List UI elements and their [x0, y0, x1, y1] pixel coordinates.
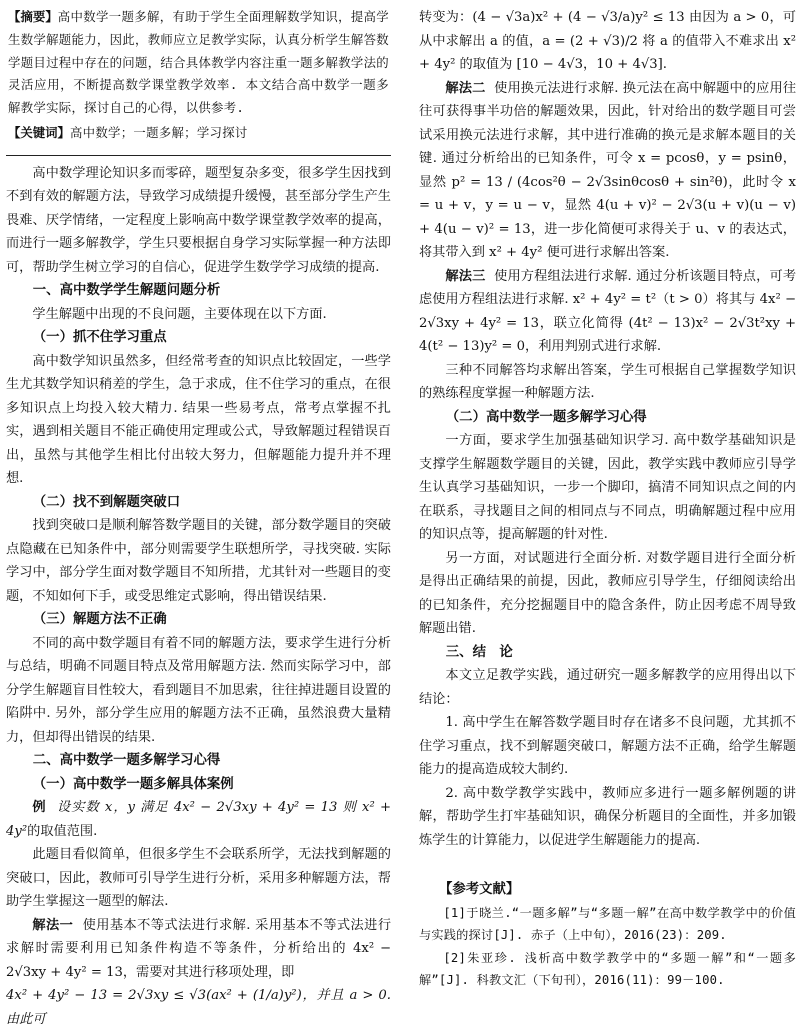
method-3-paragraph	[419, 265, 796, 359]
section-2-1-heading: （一）高中数学一题多解具体案例	[32, 776, 234, 792]
example-statement-end: 的取值范围.	[27, 823, 98, 839]
section-1-3-heading: （三）解题方法不正确	[32, 612, 167, 628]
example-statement: 设实数 x，y 满足 4x² − 2√3xy + 4y² = 13 则 x² + 4y²	[6, 800, 391, 839]
methods-summary: 三种不同解答均求解出答案，学生可根据自己掌握数学知识的熟练程度掌握一种解题方法.	[419, 362, 796, 401]
references-heading: 【参考文献】	[439, 882, 520, 897]
example-follow-paragraph: 此题目看似简单，但很多学生不会联系所学，无法找到解题的突破口，因此，教师可引导学生进行分析，采用多种解题方法，帮助学生掌握这一题型的解法.	[6, 847, 391, 910]
section-1-heading: 一、高中数学学生解题问题分析	[32, 283, 221, 299]
keywords-label: 【关键词】	[8, 124, 70, 140]
section-3-lead: 本文立足教学实践，通过研究一题多解教学的应用得出以下结论：	[419, 668, 796, 707]
section-1-lead: 学生解题中出现的不良问题，主要体现在以下方面.	[32, 306, 327, 322]
intro-paragraph: 高中数学理论知识多而零碎，题型复杂多变，很多学生因找到不到有效的解题方法，导致学习成绩提升缓慢，甚至部分学生产生畏难、厌学情绪，一定程度上影响高中数学课堂教学效率的提高，而进行一题多解教学，学生只要根据自身学习实际掌握一种方法即可，帮助学生树立学习的自信心，促进学生数学学习成绩的提高.	[6, 165, 391, 275]
article-page	[6, 6, 797, 1027]
section-1-1-text: 高中数学知识虽然多，但经常考查的知识点比较固定，一些学生尤其数学知识稍差的学生，急于求成，住不住学习的重点，在很多知识点上均投入较大精力. 结果一些易考点，常考点掌握不扎实，遇到相关题目不能正确使用定理或公式，导致解题过程错误百出，虽然与其他学生相比付出较大努力，但解题能力提升并不理想.	[6, 353, 391, 487]
left-column	[6, 6, 391, 1031]
example-label: 例	[32, 800, 47, 816]
abstract-block	[6, 6, 391, 145]
method-3-text: 使用方程组法进行求解. 通过分析该题目特点，可考虑使用方程组法进行求解. x² + 4y² = t²（t > 0）将其与 4x² − 2√3xy + 4y² = 13，联立化简得 (4t² − 13)x² − 2√3t²xy + 4(t² − 13)y² = 0，利用判别式进行求解.	[419, 268, 797, 354]
method-1-text: 使用基本不等式法进行求解. 采用基本不等式法进行求解时需要利用已知条件构造不等条件，分析给出的 4x² − 2√3xy + 4y² = 13，需要对其进行移项处理，即	[6, 917, 392, 980]
abstract-label: 【摘要】	[8, 9, 58, 24]
conclusion-2: 2. 高中数学教学实践中，教师应多进行一题多解例题的讲解，帮助学生打牢基础知识，确保分析题目的全面性，并多加锻炼学生的计算能力，以促进学生解题能力的提高.	[419, 785, 796, 848]
section-1-2-text: 找到突破口是顺利解答数学题目的关键，部分数学题目的突破点隐藏在已知条件中，部分则需要学生联想所学，寻找突破. 实际学习中，部分学生面对数学题目不知所措，尤其针对一些题目的变题，不知如何下手，或受思维定式影响，得出错误结果.	[6, 518, 391, 604]
section-2-2-p1: 一方面，要求学生加强基础知识学习. 高中数学基础知识是支撑学生解题数学题目的关键，因此，教学实践中教师应引导学生认真学习基础知识，一步一个脚印，搞清不同知识点之间的内在联系，寻找题目之间的相同点与不同点，明确解题过程中应用的知识点等，提高解题的针对性.	[419, 433, 796, 542]
method-1-label: 解法一	[32, 917, 74, 933]
section-2-2-p2: 另一方面，对试题进行全面分析. 对数学题目进行全面分析是得出正确结果的前提，因此，教师应引导学生，仔细阅读给出的已知条件，充分挖掘题目中的隐含条件，防止因考虑不周导致解题出错.	[419, 550, 796, 636]
method-2-label: 解法二	[445, 80, 486, 96]
keywords-line	[8, 122, 389, 145]
conclusion-1: 1. 高中学生在解答数学题目时存在诸多不良问题，尤其抓不住学习重点，找不到解题突破口，解题方法不正确，给学生解题能力的提高造成较大制约.	[419, 715, 796, 777]
reference-2: [2]朱亚珍. 浅析高中数学教学中的“多题一解”和“一题多解”[J]. 科教文汇（下旬刊），2016(11)：99－100.	[419, 950, 796, 987]
method-2-text: 使用换元法进行求解. 换元法在高中解题中的应用往往可获得事半功倍的解题效果，因此，针对给出的数学题目可尝试采用换元法进行求解，其中进行准确的换元是求解本题目的关键. 通过分析给出的已知条件，可令 x = pcosθ，y = psinθ，显然 p² = 13 / (4cos²θ − 2√3sinθcosθ + sin²θ)，此时令 x = u + v，y = u − v，显然 4(u + v)² − 2√3(u + v)(u − v) + 4(u − v)² = 13，进一步化简便可求得关于 u、v 的表达式，将其带入到 x² + 4y² 便可进行求解出答案.	[419, 80, 797, 260]
section-2-2-heading: （二）高中数学一题多解学习心得	[445, 409, 647, 425]
method-2-paragraph	[419, 77, 796, 265]
method-1-formula: 4x² + 4y² − 13 = 2√3xy ≤ √3(ax² + (1/a)y²)，并且 a > 0. 由此可	[6, 988, 391, 1027]
section-1-2-heading: （二）找不到解题突破口	[32, 494, 181, 510]
method-1-continuation: 转变为：(4 − √3a)x² + (4 − √3/a)y² ≤ 13 由因为 a > 0，可从中求解出 a 的值，a = (2 + √3)/2 将 a 的值带入不难求出 x² + 4y² 的取值为 [10 − 4√3，10 + 4√3].	[419, 10, 796, 72]
reference-1: [1]于晓兰.“一题多解”与“多题一解”在高中数学教学中的价值与实践的探讨[J]. 赤子（上中旬），2016(23)：209.	[419, 905, 796, 942]
example-problem	[6, 796, 391, 843]
section-1-1-heading: （一）抓不住学习重点	[32, 330, 167, 346]
method-1-paragraph	[6, 914, 391, 985]
keywords-text: 高中数学；一题多解；学习探讨	[69, 124, 248, 140]
method-3-label: 解法三	[445, 268, 486, 284]
abstract-divider	[6, 155, 391, 156]
section-3-heading: 三、结 论	[445, 644, 513, 660]
section-2-heading: 二、高中数学一题多解学习心得	[32, 753, 221, 769]
abstract-text: 高中数学一题多解，有助于学生全面理解数学知识，提高学生数学解题能力，因此，教师应立足教学实际，认真分析学生解答数学题目过程中存在的问题，结合具体教学内容注重一题多解教学法的灵活应用，不断提高数学课堂教学效率. 本文结合高中数学一题多解教学实际，探讨自己的心得，以供参考.	[8, 9, 389, 116]
right-column	[419, 6, 796, 992]
section-1-3-text: 不同的高中数学题目有着不同的解题方法，要求学生进行分析与总结，明确不同题目特点及常用解题方法. 然而实际学习中，部分学生解题盲目性较大，看到题目不加思索，往往掉进题目设置的陷阱中. 另外，部分学生应用的解题方法不正确，虽然浪费大量精力，但却得出错误的结果.	[6, 635, 391, 745]
